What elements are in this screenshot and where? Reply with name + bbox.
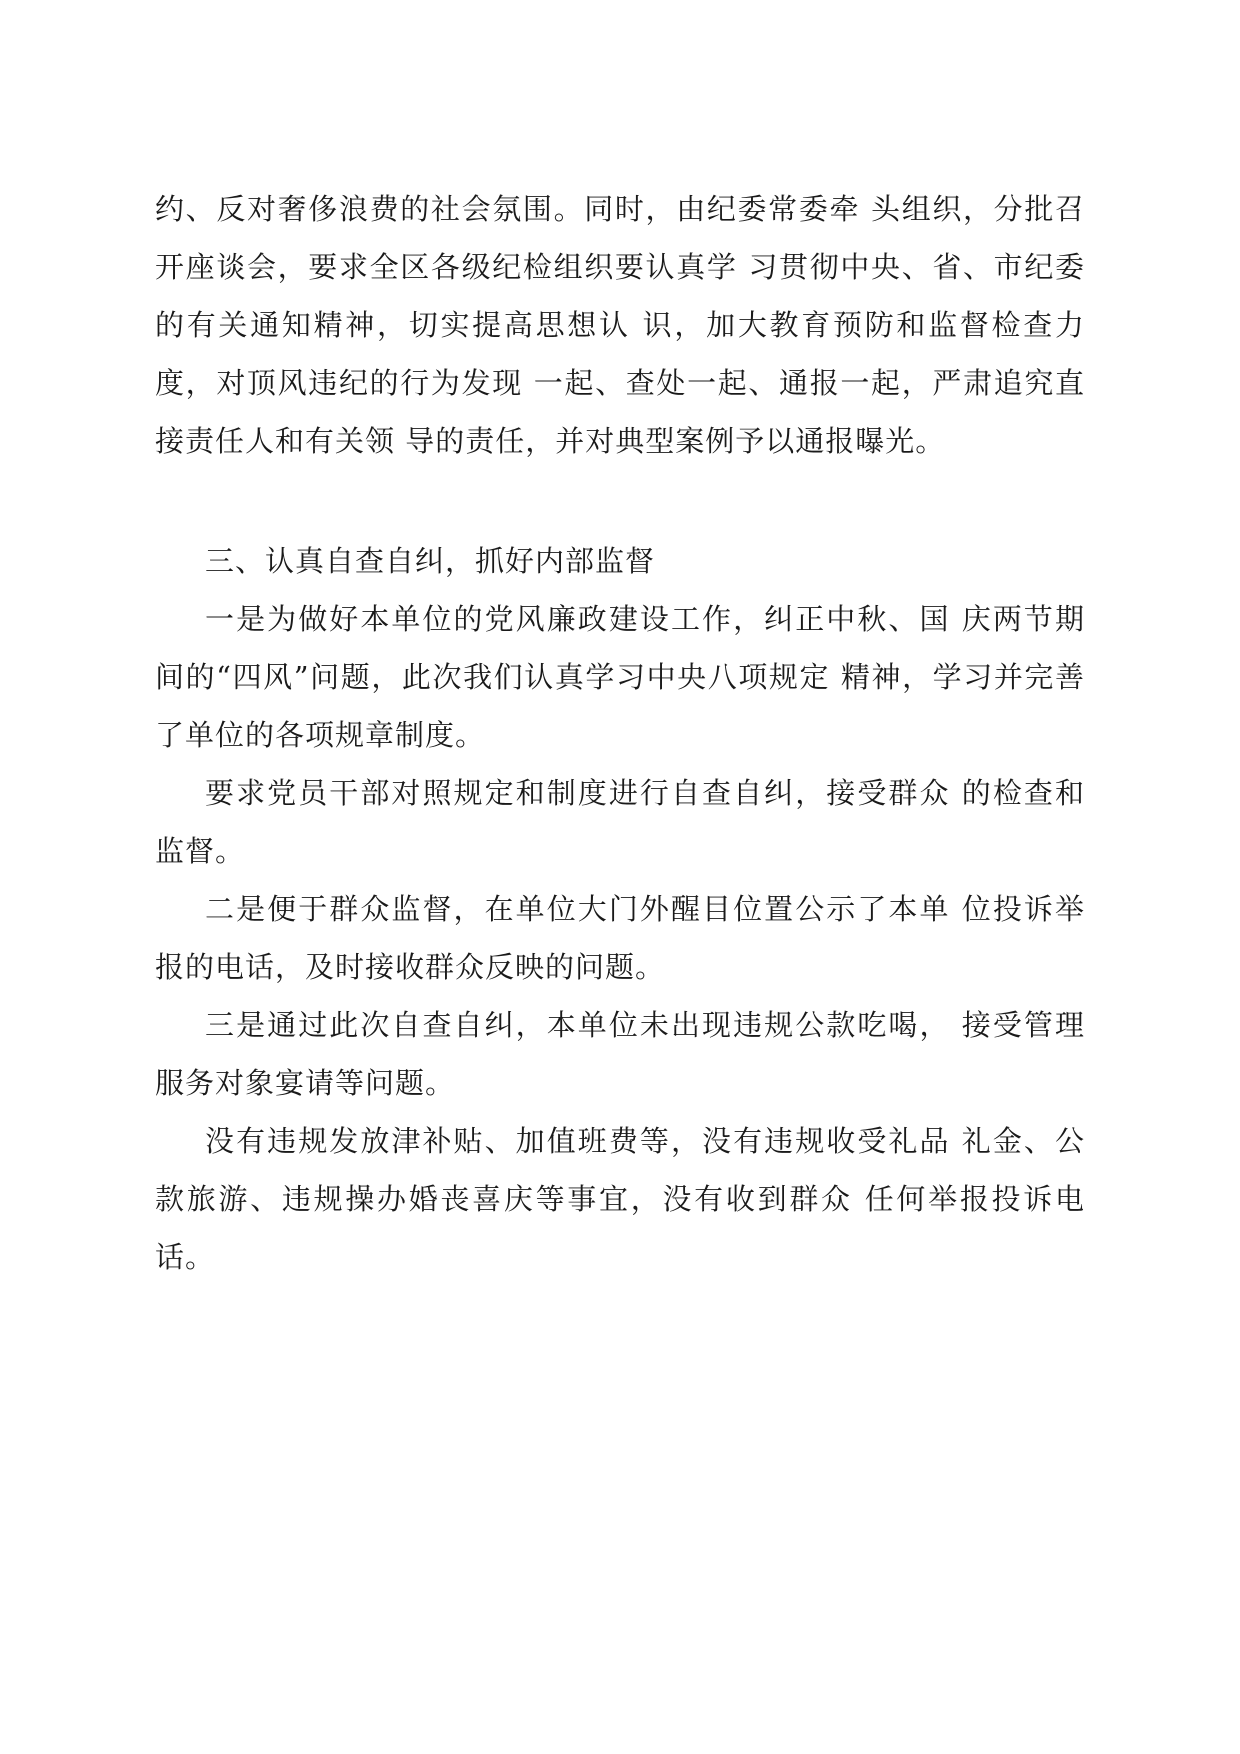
section-heading: 三、认真自查自纠，抓好内部监督 [205,544,656,578]
document-body [155,180,1085,1286]
paragraph-continued: 约、反对奢侈浪费的社会氛围。同时，由纪委常委牵 头组织，分批召开座谈会，要求全区各级纪检组织要认真学 习贯彻中央、省、市纪委的有关通知精神，切实提高思想认 识，加大教育预防和监督检查力度，对顶风违纪的行为发现 一起、查处一起、通报一起，严肃追究直接责任人和有关领 导的责任，并对典型案例予以通报曝光。 [155,192,1085,458]
paragraph-item-5: 没有违规发放津补贴、加值班费等，没有违规收受礼品 礼金、公款旅游、违规操办婚丧喜庆等事宜，没有收到群众 任何举报投诉电话。 [155,1124,1085,1274]
paragraph-item-4: 三是通过此次自查自纠，本单位未出现违规公款吃喝， 接受管理服务对象宴请等问题。 [155,1008,1085,1100]
paragraph-item-1: 一是为做好本单位的党风廉政建设工作，纠正中秋、国 庆两节期间的“四风”问题，此次我们认真学习中央八项规定 精神，学习并完善了单位的各项规章制度。 [155,602,1085,752]
paragraph-item-2: 要求党员干部对照规定和制度进行自查自纠，接受群众 的检查和监督。 [155,776,1085,868]
paragraph-item-3: 二是便于群众监督，在单位大门外醒目位置公示了本单 位投诉举报的电话，及时接收群众反映的问题。 [155,892,1085,984]
